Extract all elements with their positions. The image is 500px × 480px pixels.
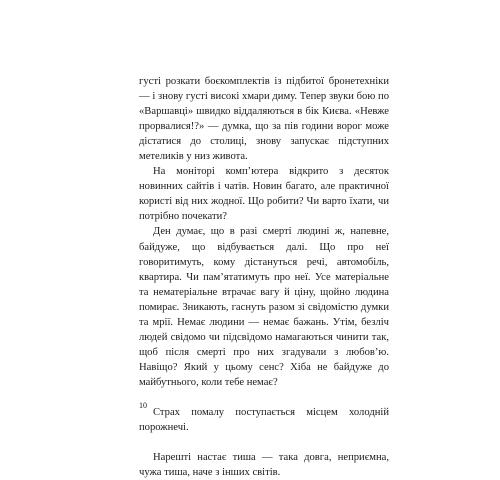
page-number: 10: [139, 401, 147, 410]
body-text: [139, 74, 389, 480]
paragraph-1: густі розкати боєкомплектів із підбитої бронетехніки — і знову густі високі хмари диму. Тепер звуки бою по «Варшавці» швидко віддаляються в бік Києва. «Невже прорвалися!?» — думка, що за пів години ворог може дістатися до столиці, знову запускає підступних метеликів у низ живота.: [139, 76, 389, 163]
paragraph-5: Нарешті настає тиша — така довга, неприємна, чужа тиша, наче з інших світів.: [139, 452, 389, 479]
paragraph-2: На моніторі комп’ютера відкрито з десяток новинних сайтів і чатів. Новин багато, але практичної користі від них жодної. Що робити? Чи варто їхати, чи потрібно почекати?: [139, 166, 389, 223]
paragraph-3: Ден думає, що в разі смерті людині ж, напевне, байдуже, що відбувається далі. Що про неї говоритимуть, кому дістануться речі, автомобіль, квартира. Чи пам’ятатимуть про неї. Усе матеріальне та нематеріальне втрачає вагу й ціну, щойно людина помирає. Зникають, гаснуть разом зі свідомістю думки та мрії. Немає людини — немає бажань. Утім, безліч людей свідомо чи підсвідомо намагаються чинити так, щоб після смерті про них згадували з любов’ю. Навіщо? Який у цьому сенс? Хіба не байдуже до майбутнього, коли тебе немає?: [139, 226, 389, 388]
paragraph-4: Страх помалу поступається місцем холодній порожнечі.: [139, 406, 389, 434]
